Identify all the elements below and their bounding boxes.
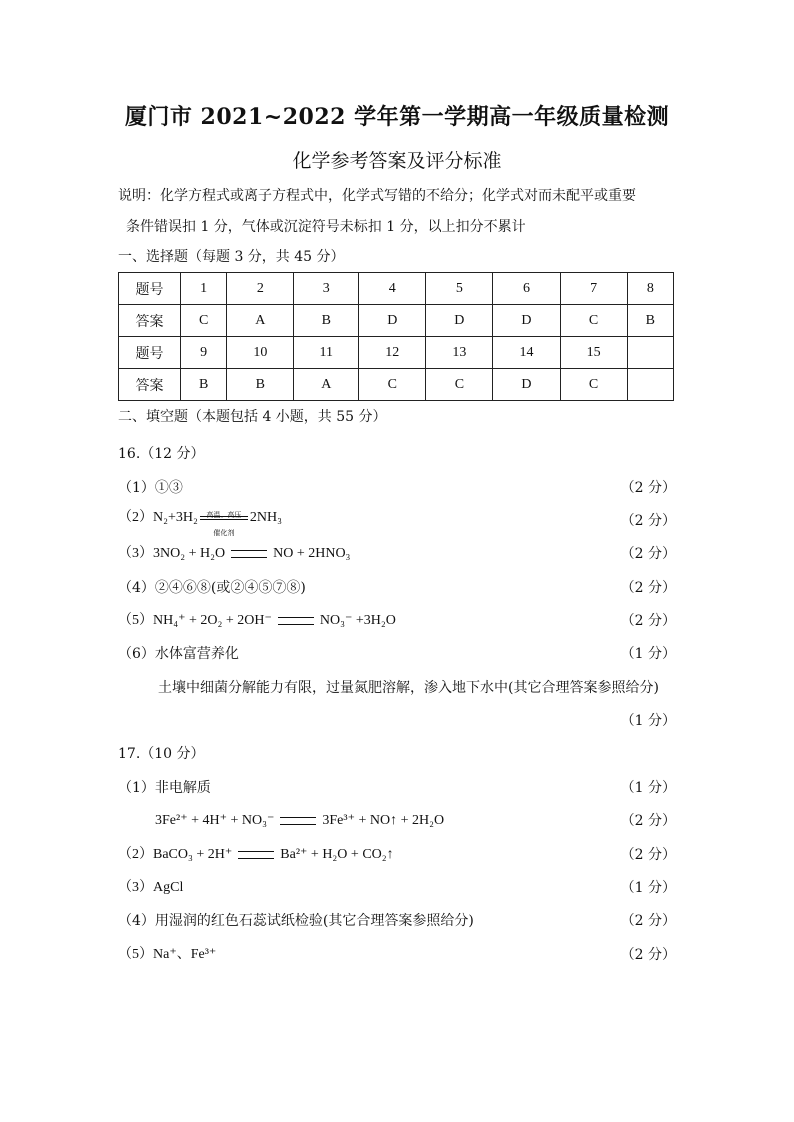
answer-label: （3） (118, 546, 153, 561)
table-cell (627, 369, 673, 401)
table-cell: D (493, 369, 560, 401)
section1-heading: 一、选择题（每题 3 分，共 45 分） (118, 249, 345, 265)
q16-answer-1 (118, 478, 183, 498)
answer-text: ①③ (154, 480, 183, 496)
table-cell: 4 (359, 273, 426, 305)
table-cell: A (227, 305, 294, 337)
table-cell: C (560, 369, 627, 401)
q17-answer-4 (118, 911, 474, 931)
q16-answer-4 (118, 578, 306, 598)
answer-label: （2） (118, 847, 153, 862)
note-line-1: 说明：化学方程式或离子方程式中，化学式写错的不给分；化学式对而未配平或重要 (118, 188, 636, 204)
q16-answer-2 (118, 508, 282, 537)
equation-left: N₂+3H₂ (153, 510, 198, 525)
table-cell: B (627, 305, 673, 337)
answer-label: （6） (118, 646, 155, 662)
table-cell: C (426, 369, 493, 401)
answer-text: ②④⑥⑧(或②④⑤⑦⑧) (154, 580, 306, 596)
score: （2 分） (620, 813, 676, 829)
table-cell: 3 (294, 273, 359, 305)
score: （2 分） (620, 580, 676, 596)
answer-text: Na⁺、Fe³⁺ (153, 947, 217, 962)
answer-text: AgCl (153, 880, 184, 895)
table-cell: 11 (294, 337, 359, 369)
answer-text: 用湿润的红色石蕊试纸检验(其它合理答案参照给分) (154, 913, 474, 929)
score: （1 分） (620, 780, 676, 796)
equation-left: 3NO₂ + H₂O (153, 546, 226, 561)
q16-answer-6 (118, 644, 239, 664)
table-cell: 答案 (119, 305, 181, 337)
q16-answer-6b: 土壤中细菌分解能力有限，过量氮肥溶解，渗入地下水中(其它合理答案参照给分) (158, 680, 659, 696)
table-cell: B (294, 305, 359, 337)
page-title: 厦门市 2021~2022 学年第一学期高一年级质量检测 (124, 104, 670, 130)
table-cell: 1 (181, 273, 227, 305)
table-row (119, 305, 674, 337)
equals-sign (280, 817, 316, 825)
score: （1 分） (620, 646, 676, 662)
equals-sign (231, 550, 267, 558)
table-cell: 2 (227, 273, 294, 305)
table-cell: 8 (627, 273, 673, 305)
answer-table (118, 272, 674, 401)
answer-label: （2） (118, 510, 153, 525)
reaction-condition-arrow (200, 510, 248, 537)
condition-bottom: 催化剂 (213, 528, 235, 537)
score: （2 分） (620, 513, 676, 529)
equation-right: Ba²⁺ + H₂O + CO₂↑ (280, 847, 394, 862)
q16-title: 16.（12 分） (118, 446, 205, 462)
table-cell: D (493, 305, 560, 337)
condition-top: 高温、高压 (206, 510, 242, 519)
equation-right: NO + 2HNO₃ (273, 546, 351, 561)
table-cell: 题号 (119, 273, 181, 305)
answer-text: 水体富营养化 (154, 646, 239, 662)
page-subtitle: 化学参考答案及评分标准 (292, 150, 502, 172)
table-cell: 6 (493, 273, 560, 305)
table-cell: 5 (426, 273, 493, 305)
q17-answer-3 (118, 878, 183, 898)
answer-label: （5） (118, 947, 153, 962)
score: （2 分） (620, 613, 676, 629)
table-cell: C (560, 305, 627, 337)
score: （2 分） (620, 480, 676, 496)
note-line-2: 条件错误扣 1 分，气体或沉淀符号未标扣 1 分，以上扣分不累计 (126, 219, 526, 235)
equation-right: 2NH₃ (249, 510, 282, 525)
equation-left: NH₄⁺ + 2O₂ + 2OH⁻ (153, 613, 272, 628)
table-cell: C (359, 369, 426, 401)
table-cell: A (294, 369, 359, 401)
answer-text: 非电解质 (154, 780, 211, 796)
score: （2 分） (620, 847, 676, 863)
table-row (119, 337, 674, 369)
q17-answer-1 (118, 778, 211, 798)
table-row (119, 369, 674, 401)
table-cell: 9 (181, 337, 227, 369)
table-cell: D (359, 305, 426, 337)
answer-label: （3） (118, 880, 153, 895)
score: （1 分） (620, 713, 676, 729)
equation-left: BaCO₃ + 2H⁺ (153, 847, 233, 862)
q17-answer-1b (155, 811, 444, 831)
q17-title: 17.（10 分） (118, 746, 205, 762)
equals-sign (278, 617, 314, 625)
answer-label: （1） (118, 480, 155, 496)
answer-label: （4） (118, 580, 155, 596)
table-cell: B (181, 369, 227, 401)
table-cell: 题号 (119, 337, 181, 369)
q16-answer-3 (118, 544, 350, 564)
table-cell (627, 337, 673, 369)
section2-heading: 二、填空题（本题包括 4 小题，共 55 分） (118, 409, 387, 425)
answer-label: （4） (118, 913, 155, 929)
score: （1 分） (620, 880, 676, 896)
table-cell: 14 (493, 337, 560, 369)
table-row (119, 273, 674, 305)
score: （2 分） (620, 913, 676, 929)
table-cell: C (181, 305, 227, 337)
answer-label: （1） (118, 780, 155, 796)
q17-answer-5 (118, 945, 216, 965)
score: （2 分） (620, 947, 676, 963)
table-cell: 15 (560, 337, 627, 369)
equation-right: 3Fe³⁺ + NO↑ + 2H₂O (322, 813, 445, 828)
equation-left: 3Fe²⁺ + 4H⁺ + NO₃⁻ (155, 813, 275, 828)
equals-sign (238, 851, 274, 859)
table-cell: 7 (560, 273, 627, 305)
table-cell: 13 (426, 337, 493, 369)
table-cell: 答案 (119, 369, 181, 401)
table-cell: 10 (227, 337, 294, 369)
q16-answer-5 (118, 611, 396, 631)
table-cell: D (426, 305, 493, 337)
table-cell: B (227, 369, 294, 401)
q17-answer-2 (118, 845, 394, 865)
answer-label: （5） (118, 613, 153, 628)
equation-right: NO₃⁻ +3H₂O (319, 613, 396, 628)
score: （2 分） (620, 546, 676, 562)
table-cell: 12 (359, 337, 426, 369)
